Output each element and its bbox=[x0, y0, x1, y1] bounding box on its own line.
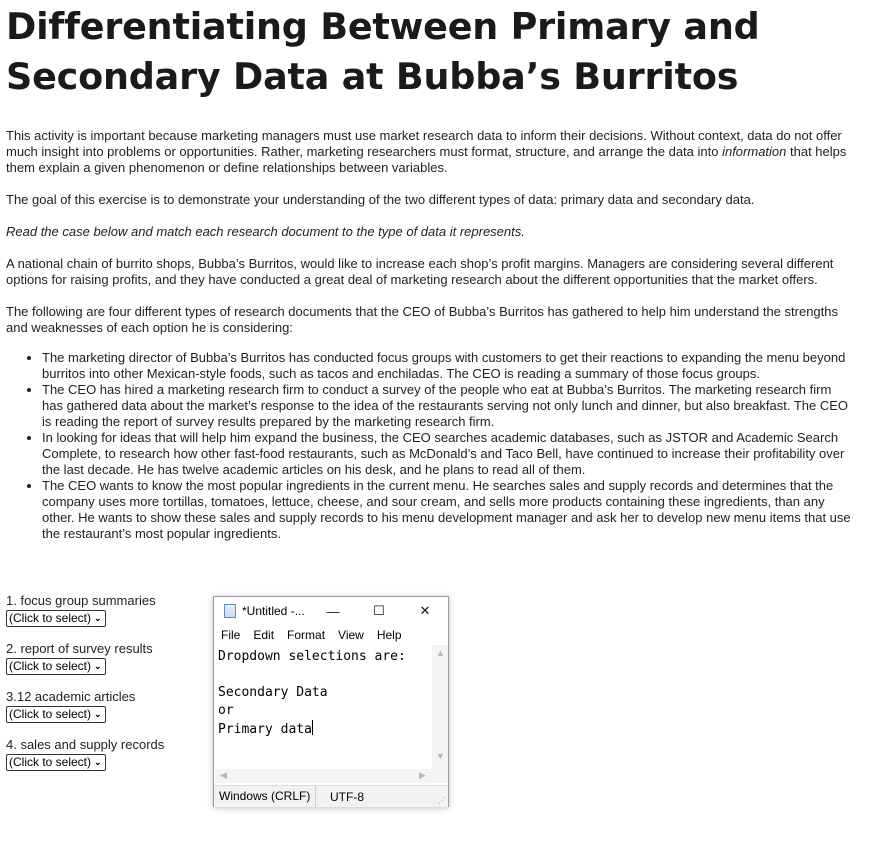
sales-records-select[interactable]: (Click to select) ⌄ bbox=[6, 754, 106, 771]
goal-paragraph: The goal of this exercise is to demonstrate your understanding of the two different types of data: primary data and secondary data. bbox=[6, 192, 755, 207]
menu-edit[interactable]: Edit bbox=[253, 628, 275, 642]
intro-paragraph: This activity is important because marketing managers must use market research data to inform their decisions. Without context, data do not offer much insight into problems or opportunities. Rather, marketing researchers must format, structure, and arrange the data into information that helps them explain a given phenomenon or define relationships between variables. bbox=[6, 128, 847, 175]
maximize-button[interactable]: ☐ bbox=[373, 603, 385, 618]
list-item: • In looking for ideas that will help him expand the business, the CEO searches academic databases, such as JSTOR and Academic Search Complete, to research how other fast-food restaurants, such as McDonald’s and Taco Bell, have continued to increase their profitability over the last decade. He has twelve academic articles on his desk, and he plans to read all of them. bbox=[42, 430, 854, 478]
list-item: • The CEO has hired a marketing research firm to conduct a survey of the people who eat at Bubba’s Burritos. The marketing research firm has gathered data about the market’s response to the idea of the restaurants serving not only lunch and dinner, but also breakfast. The CEO is reading the report of survey results prepared by the marketing research firm. bbox=[42, 382, 854, 430]
scrollbar-corner bbox=[432, 769, 448, 783]
select-group-4 bbox=[6, 737, 206, 785]
menu-help[interactable]: Help bbox=[376, 628, 402, 642]
menu-format[interactable]: Format bbox=[287, 628, 326, 642]
notepad-icon bbox=[224, 604, 236, 618]
close-button[interactable]: ✕ bbox=[419, 603, 431, 618]
menu-view[interactable]: View bbox=[338, 628, 364, 642]
chevron-down-icon: ⌄ bbox=[94, 757, 102, 767]
text-line: Secondary Data bbox=[218, 685, 328, 700]
encoding-status: UTF-8 bbox=[330, 789, 364, 804]
matching-selects bbox=[6, 593, 206, 785]
chevron-down-icon: ⌄ bbox=[94, 613, 102, 623]
select-group-2 bbox=[6, 641, 206, 689]
list-item: • The marketing director of Bubba’s Burritos has conducted focus groups with customers to get their reactions to expanding the menu beyond burritos into other Mexican-style foods, such as tacos and enchiladas. The CEO is reading a summary of those focus groups. bbox=[42, 350, 854, 382]
notepad-text-area[interactable] bbox=[215, 645, 432, 769]
notepad-window[interactable] bbox=[213, 596, 449, 807]
documents-list bbox=[6, 350, 854, 542]
chevron-down-icon: ⌄ bbox=[94, 709, 102, 719]
case-paragraph: A national chain of burrito shops, Bubba’s Burritos, would like to increase each shop’s profit margins. Managers are considering several different options for raising profits, and they have conducted a great deal of marketing research about the different opportunities that the market offers. bbox=[6, 256, 834, 287]
text-caret bbox=[312, 720, 313, 735]
notepad-statusbar bbox=[214, 785, 448, 807]
select-label: 1. focus group summaries bbox=[6, 593, 156, 608]
menu-file[interactable]: File bbox=[221, 628, 241, 642]
notepad-menubar bbox=[214, 625, 448, 645]
documents-paragraph: The following are four different types of research documents that the CEO of Bubba’s Burritos has gathered to help him understand the strengths and weaknesses of each option he is considering: bbox=[6, 304, 838, 335]
vertical-scrollbar[interactable] bbox=[432, 645, 448, 769]
notepad-titlebar[interactable] bbox=[214, 597, 448, 625]
line-ending-status: Windows (CRLF) bbox=[214, 786, 316, 807]
select-group-1 bbox=[6, 593, 206, 641]
window-title: *Untitled -... bbox=[242, 604, 305, 618]
page-title: Differentiating Between Primary and Secondary Data at Bubba’s Burritos bbox=[6, 5, 760, 98]
select-label: 3.12 academic articles bbox=[6, 689, 136, 704]
text-line bbox=[218, 666, 432, 684]
academic-articles-select[interactable]: (Click to select) ⌄ bbox=[6, 706, 106, 723]
scroll-left-icon[interactable]: ◀ bbox=[220, 770, 227, 780]
text-line: Dropdown selections are: bbox=[218, 649, 406, 664]
select-group-3 bbox=[6, 689, 206, 737]
text-line: or bbox=[218, 703, 234, 718]
scroll-right-icon[interactable]: ▶ bbox=[419, 770, 426, 780]
survey-results-select[interactable]: (Click to select) ⌄ bbox=[6, 658, 106, 675]
horizontal-scrollbar[interactable] bbox=[215, 769, 432, 783]
text-line-last: Primary data bbox=[218, 722, 312, 737]
select-label: 2. report of survey results bbox=[6, 641, 153, 656]
chevron-down-icon: ⌄ bbox=[94, 661, 102, 671]
resize-grip-icon[interactable]: ⋰ bbox=[438, 796, 446, 805]
scroll-up-icon[interactable]: ▲ bbox=[436, 648, 445, 658]
focus-group-select[interactable]: (Click to select) ⌄ bbox=[6, 610, 106, 627]
scroll-down-icon[interactable]: ▼ bbox=[436, 751, 445, 761]
main-content bbox=[6, 0, 854, 542]
select-label: 4. sales and supply records bbox=[6, 737, 165, 752]
instruction-paragraph: Read the case below and match each research document to the type of data it represents. bbox=[6, 224, 525, 239]
list-item: • The CEO wants to know the most popular ingredients in the current menu. He searches sales and supply records and determines that the company uses more tortillas, tomatoes, lettuce, cheese, and sour cream, and sells more products containing these ingredients, than any other. He wants to show these sales and supply records to his menu development manager and ask her to develop new menu items that use the restaurant’s most popular ingredients. bbox=[42, 478, 854, 542]
minimize-button[interactable]: — bbox=[326, 603, 340, 619]
